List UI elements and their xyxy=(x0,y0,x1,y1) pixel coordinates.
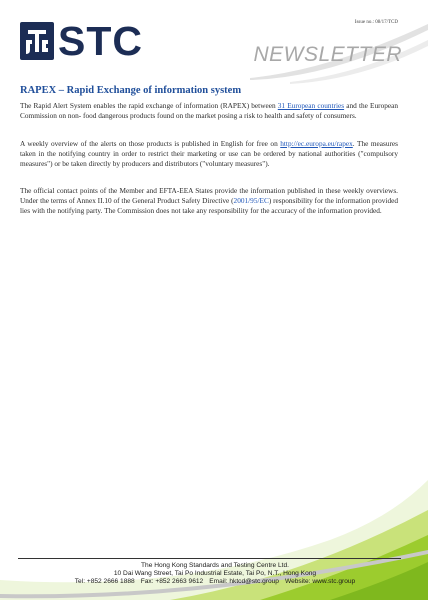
article-title: RAPEX – Rapid Exchange of information system xyxy=(20,85,242,96)
paragraph-text: ) responsibility for the information provided lies with the notifying party. The Commission does not take any responsibility for the accuracy of the information provided. xyxy=(20,196,398,215)
paragraph-text: and the European Commission on non- food dangerous products found on the market posing a risk to health and safety of consumers. xyxy=(20,101,398,120)
paragraph-text: The official contact points of the Member and EFTA-EEA States provide the information published in these weekly overviews. Under the terms of Annex II.10 of the General Product Safety Directive ( xyxy=(20,186,398,205)
company-address: 10 Dai Wang Street, Tai Po Industrial Estate, Tai Po, N.T., Hong Kong xyxy=(113,570,317,577)
website: Website: www.stc.group xyxy=(284,578,356,585)
contact-line xyxy=(20,578,410,586)
stc-logo-mark-icon xyxy=(20,22,54,60)
email: Email: hktcd@stc.group xyxy=(209,578,279,585)
paragraph-contact-points xyxy=(20,186,398,216)
paragraph-weekly-overview xyxy=(20,139,398,169)
paragraph-text: The Rapid Alert System enables the rapid exchange of information (RAPEX) between xyxy=(20,101,278,110)
paragraph-text: A weekly overview of the alerts on those products is published in English for free on xyxy=(20,139,281,148)
footer xyxy=(20,562,410,586)
european-countries-link[interactable]: 31 European countries xyxy=(277,101,345,110)
telephone: Tel: +852 2666 1888 xyxy=(74,578,135,585)
company-name: The Hong Kong Standards and Testing Centre Ltd. xyxy=(141,562,289,569)
paragraph-intro xyxy=(20,101,398,121)
footer-divider xyxy=(18,558,401,559)
stc-logo xyxy=(20,18,143,64)
paragraph-text: . The measures taken in the notifying country in order to restrict their marketing or use can be ordered by national authorities ("compulsory measures") or be taken directly by producers and distributors ("voluntary measures"). xyxy=(20,139,398,168)
fax: Fax: +852 2663 9612 xyxy=(140,578,204,585)
issue-number: Issue no.: 08/17/TCD xyxy=(354,20,398,25)
rapex-url-link[interactable]: http://ec.europa.eu/rapex xyxy=(280,139,353,148)
newsletter-heading: NEWSLETTER xyxy=(253,43,402,66)
logo-text: STC xyxy=(58,18,143,64)
directive-reference: 2001/95/EC xyxy=(233,196,269,205)
